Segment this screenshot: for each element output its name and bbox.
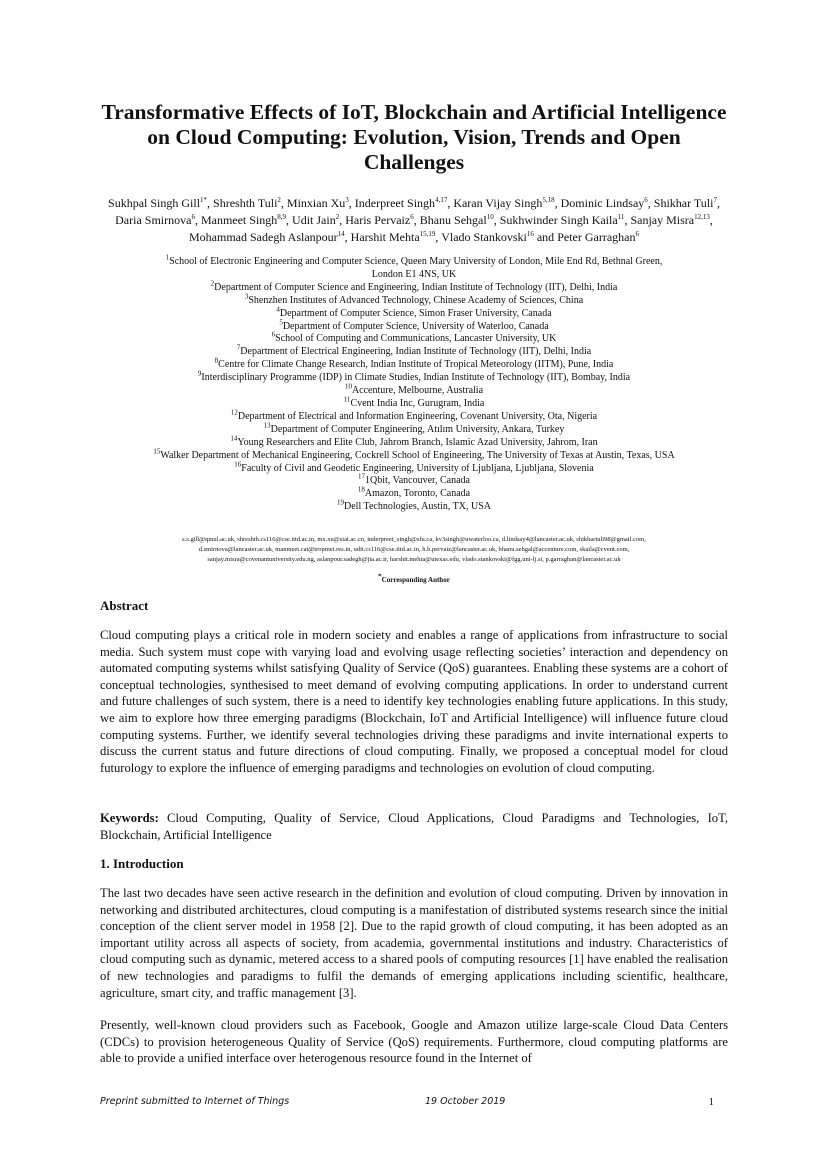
author-name: Dominic Lindsay — [560, 196, 645, 210]
affiliation-text: School of Electronic Engineering and Computer Science, Queen Mary University of London, Mile End Rd, Bethnal Green, — [169, 256, 663, 267]
author-name: Shikhar Tuli — [653, 196, 714, 210]
author-affiliation-marker: 8,9 — [277, 213, 287, 221]
affiliation-text: Walker Department of Mechanical Engineering, Cockrell School of Engineering, The University of Texas at Austin, Texas, USA — [160, 449, 675, 461]
author-affiliation-marker: 11 — [617, 213, 625, 221]
affiliation-list — [100, 253, 728, 514]
affiliation-text: Young Researchers and Elite Club, Jahrom Branch, Islamic Azad University, Jahrom, Iran — [237, 436, 598, 448]
corresponding-text: Corresponding Author — [381, 576, 450, 584]
affiliation — [100, 253, 728, 269]
corresponding-marker: * — [378, 572, 382, 581]
author — [355, 196, 448, 210]
affiliation — [100, 333, 728, 346]
author — [287, 196, 349, 210]
author — [630, 213, 709, 227]
affiliation-text: Accenture, Melbourne, Australia — [351, 385, 484, 397]
affiliation-text: Department of Computer Engineering, Atılım University, Ankara, Turkey — [270, 423, 565, 435]
author-name: Daria Smirnova — [115, 213, 192, 227]
affiliation-text: Amazon, Toronto, Canada — [364, 488, 471, 500]
affiliation — [100, 421, 728, 437]
author-name: Minxian Xu — [286, 196, 346, 210]
affiliation — [100, 434, 728, 450]
affiliation — [100, 408, 728, 424]
author-affiliation-marker: 15,19 — [419, 230, 436, 238]
author-affiliation-marker: 2 — [335, 213, 340, 221]
introduction-paragraph-1: The last two decades have seen active research in the definition and evolution of cloud computing. Driven by innovation in networking and distributed architectures, cloud computing is a manifestation of distributed systems research since the initial conception of the client server model in 1958 [2]. Due to the rapid growth of cloud computing, it has been adopted as an important utility across all aspects of society, from academia, governmental institutions and industry. Characteristics of cloud computing such as dynamic, metered access to a shared pools of computing resources [1] have enabled the realisation of new technologies and paradigms to fulfil the demands of emerging applications including scientific, healthcare, agriculture, smart city, and traffic management [3]. — [100, 886, 728, 1000]
affiliation — [100, 346, 728, 359]
affiliation — [100, 460, 728, 476]
affiliation-text: Department of Electrical and Information Engineering, Covenant University, Ota, Nigeria — [237, 410, 598, 422]
keywords-label: Keywords: — [100, 811, 159, 825]
author-name: Inderpreet Singh — [354, 196, 436, 210]
affiliation-text: Faculty of Civil and Geodetic Engineering, University of Ljubljana, Ljubljana, Slovenia — [241, 462, 594, 474]
affiliation — [100, 475, 728, 488]
author-name: Sukhpal Singh Gill — [108, 196, 201, 210]
affiliation-marker: 5 — [279, 318, 283, 327]
author — [213, 196, 281, 210]
introduction-heading: 1. Introduction — [100, 856, 184, 871]
affiliation-marker: 17 — [358, 473, 366, 482]
affiliation — [100, 292, 728, 308]
affiliation — [100, 498, 728, 514]
affiliation-text: 1Qbit, Vancouver, Canada — [365, 475, 470, 487]
affiliation-marker: 12 — [230, 408, 238, 417]
affiliation-marker: 3 — [244, 292, 249, 301]
affiliation-marker: 6 — [271, 331, 276, 340]
author-list: Sukhpal Singh Gill$^{1*}$, Shreshth Tuli$^2$, Minxian Xu$^3$, Inderpreet Singh$^{4,17}$, Karan Vijay Singh$^{5,18}$, Dominic Lindsay$^6$, Shikhar Tuli$^7$, Daria Smirnova$^6$, Manmeet Singh$^{8,9}$, Udit Jain$^2$, Haris Pervaiz$^6$, Bhanu Sehgal$^{10}$, Sukhwinder Singh Kaila$^{11}$, Sanjay Misra$^{12,13}$, Mohammad Sadegh Aslanpour$^{14}$, Harshit Mehta$^{15,19}$, Vlado Stankovski$^{16}$ and Peter Garraghan$^6$ — [108, 196, 720, 244]
author-affiliation-marker: 3 — [345, 196, 349, 204]
affiliation — [100, 395, 728, 411]
author-affiliation-marker: 7 — [713, 196, 717, 204]
email-list — [100, 535, 728, 565]
author-name: Peter Garraghan — [557, 230, 636, 244]
page-number: 1 — [708, 1096, 714, 1108]
affiliation — [100, 382, 728, 398]
author-affiliation-marker: 6 — [410, 213, 414, 221]
affiliation — [100, 279, 728, 295]
author — [351, 230, 436, 244]
author-affiliation-marker: 6 — [191, 213, 195, 221]
author — [654, 196, 717, 210]
affiliation — [100, 369, 728, 385]
author — [115, 213, 195, 227]
author — [561, 196, 648, 210]
author-name: Bhanu Sehgal — [419, 213, 487, 227]
author-affiliation-marker: 12,13 — [694, 213, 710, 221]
email-line: d.smirnova@lancaster.ac.uk, manmeet.cat@tropmet.res.in, udit.cs116@cse.iitd.ac.in, h.b.pervaiz@lancaster.ac.uk, bhanu.sehgal@accenture.com, skaila@cvent.com, — [198, 546, 630, 553]
author-affiliation-marker: 6 — [644, 196, 648, 204]
email-line: sanjay.misra@covenantuniversity.edu.ng, aslanpour.sadegh@jia.ac.ir, harshit.mehta@utexas.edu, vlado.stankovski@fgg.uni-lj.si, p.garraghan@lancaster.ac.uk — [207, 556, 621, 563]
affiliation-text: Dell Technologies, Austin, TX, USA — [344, 501, 491, 513]
author — [201, 213, 286, 227]
introduction-paragraph-2: Presently, well-known cloud providers such as Facebook, Google and Amazon utilize large-scale Cloud Data Centers (CDCs) to provision heterogeneous Quality of Service (QoS) requirements. Furthermore, cloud computing platforms are able to provide a unified interface over heterogenous resource found in the Internet of — [100, 1018, 728, 1066]
abstract-text: Cloud computing plays a critical role in modern society and enables a range of applications from infrastructure to social media. Such system must cope with varying load and evolving usage reflecting societies’ interaction and dependency on automated computing systems whilst satisfying Quality of Service (QoS) guarantees. Enabling these systems are a cohort of conceptual technologies, synthesised to meet demand of evolving computing applications. In order to understand current and future challenges of such system, there is a need to identify key technologies enabling future applications. In this study, we aim to explore how three emerging paradigms (Blockchain, IoT and Artificial Intelligence) will influence future cloud computing systems. Further, we identify several technologies driving these paradigms and invite international experts to discuss the current status and future directions of cloud computing. Finally, we proposed a conceptual model for cloud futurology to explore the influence of emerging paradigms and technologies on evolution of cloud computing. — [100, 628, 728, 775]
paper-title: Transformative Effects of IoT, Blockchain and Artificial Intelligence on Cloud Computing: Evolution, Vision, Trends and Open Challenges — [101, 100, 727, 174]
affiliation-text: Department of Computer Science, Simon Fraser University, Canada — [279, 307, 552, 319]
author-affiliation-marker: 10 — [486, 213, 494, 221]
author-name: Haris Pervaiz — [345, 213, 411, 227]
affiliation — [100, 305, 728, 321]
affiliation-marker: 19 — [337, 498, 344, 507]
affiliation-marker: 7 — [236, 344, 241, 353]
author-affiliation-marker: 1* — [200, 196, 208, 204]
paper-page — [100, 0, 728, 1171]
affiliation — [100, 356, 728, 372]
corresponding-author-note — [100, 572, 728, 584]
affiliation-marker: 10 — [344, 382, 352, 391]
affiliation-marker: 13 — [263, 421, 271, 430]
affiliation-text: Department of Electrical Engineering, Indian Institute of Technology (IIT), Delhi, India — [240, 346, 592, 358]
affiliation-marker: 4 — [276, 305, 280, 314]
author-affiliation-marker: 6 — [635, 230, 639, 238]
author — [441, 230, 534, 244]
author-name: Udit Jain — [292, 213, 336, 227]
author-affiliation-marker: 16 — [526, 230, 534, 238]
author — [345, 213, 413, 227]
affiliation-marker: 2 — [210, 279, 215, 288]
author-affiliation-marker: 2 — [277, 196, 281, 204]
author-affiliation-marker: 5,18 — [542, 196, 555, 204]
author-name: Harshit Mehta — [350, 230, 420, 244]
author-name: Manmeet Singh — [200, 213, 278, 227]
author — [420, 213, 494, 227]
affiliation-marker: 8 — [214, 356, 219, 365]
author-affiliation-marker: 14 — [337, 230, 345, 238]
page-footer — [100, 1096, 728, 1112]
affiliation — [100, 447, 728, 463]
footer-date: 19 October 2019 — [425, 1096, 506, 1107]
author-name: Sukhwinder Singh Kaila — [499, 213, 618, 227]
affiliation-continued: London E1 4NS, UK — [371, 268, 457, 280]
affiliation-marker: 16 — [234, 460, 242, 469]
affiliation-marker: 9 — [197, 369, 202, 378]
author — [453, 196, 554, 210]
affiliation-text: Department of Computer Science, University of Waterloo, Canada — [282, 320, 549, 332]
author-affiliation-marker: 4,17 — [435, 196, 448, 204]
affiliation-text: Centre for Climate Change Research, Indian Institute of Tropical Meteorology (IITM), Pune, India — [218, 359, 614, 371]
author-name: Shreshth Tuli — [213, 196, 278, 210]
affiliation — [100, 318, 728, 334]
keywords-text: Cloud Computing, Quality of Service, Cloud Applications, Cloud Paradigms and Technologies, IoT, Blockchain, Artificial Intelligence — [100, 811, 728, 842]
affiliation-marker: 18 — [357, 485, 365, 494]
affiliation-text: Department of Computer Science and Engineering, Indian Institute of Technology (IIT), Delhi, India — [214, 281, 618, 293]
author — [189, 230, 345, 244]
affiliation-text: Shenzhen Institutes of Advanced Technology, Chinese Academy of Sciences, China — [248, 294, 584, 306]
affiliation-marker: 11 — [343, 395, 351, 404]
affiliation — [100, 485, 728, 501]
affiliation-marker: 14 — [230, 434, 238, 443]
keywords — [100, 810, 728, 843]
author-name: Karan Vijay Singh — [453, 196, 543, 210]
email-line: s.s.gill@qmul.ac.uk, shreshth.cs116@cse.iitd.ac.in, mx.xu@siat.ac.cn, inderpreet_singh@sfu.ca, kv3singh@uwaterloo.ca, d.lindsay4@lancaster.ac.uk, shikhartuli98@gmail.com, — [182, 536, 646, 543]
affiliation-text: Cvent India Inc, Gurugram, India — [350, 397, 485, 409]
affiliation-marker: 1 — [165, 253, 170, 262]
abstract-heading: Abstract — [100, 598, 149, 613]
author — [292, 213, 339, 227]
author-name: Vlado Stankovski — [441, 230, 527, 244]
author — [557, 230, 639, 244]
affiliation-marker: 15 — [153, 447, 161, 456]
author-name: Sanjay Misra — [630, 213, 695, 227]
affiliation-text: School of Computing and Communications, Lancaster University, UK — [275, 333, 557, 345]
footer-preprint-note: Preprint submitted to Internet of Things — [100, 1096, 290, 1107]
author-name: Mohammad Sadegh Aslanpour — [189, 230, 338, 244]
author — [108, 196, 207, 210]
affiliation-text: Interdisciplinary Programme (IDP) in Climate Studies, Indian Institute of Technology (IIT), Bombay, India — [201, 372, 631, 384]
author — [500, 213, 625, 227]
